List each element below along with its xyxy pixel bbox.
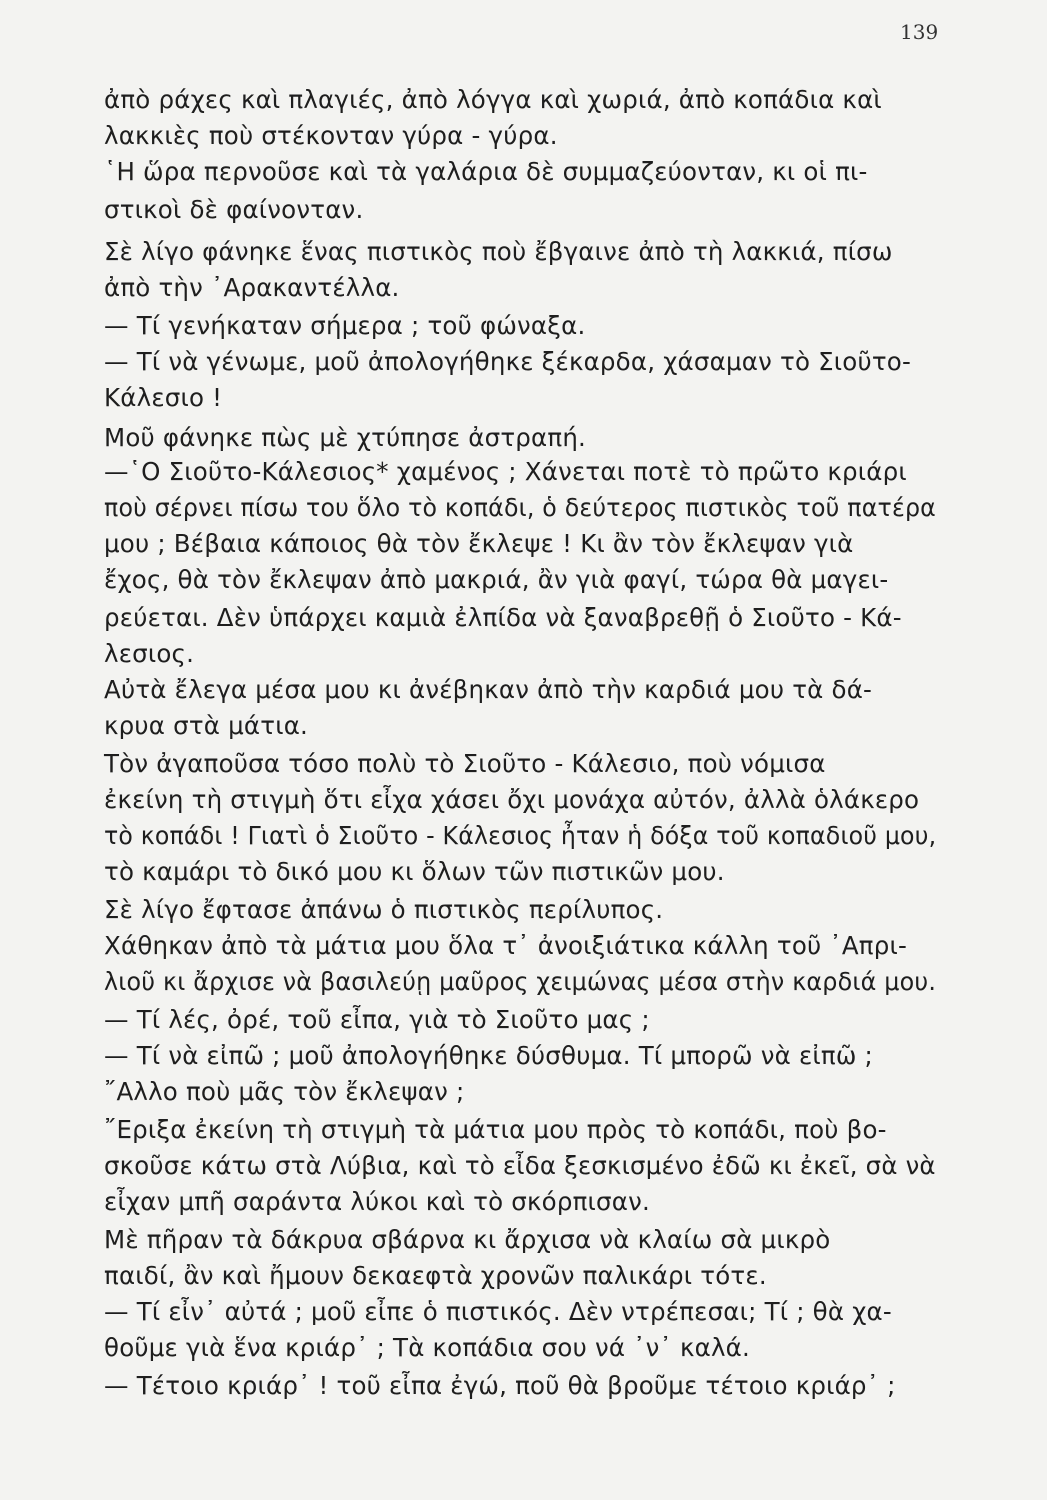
text-line: ἔχος, θὰ τὸν ἔκλεψαν ἀπὸ μακριά, ἂν γιὰ φαγί, τώρα θὰ μαγει- (104, 565, 889, 594)
text-line: — Τί νὰ εἰπῶ ; μοῦ ἀπολογήθηκε δύσθυμα. Τί μπορῶ νὰ εἰπῶ ; (104, 1041, 873, 1070)
text-line: λακκιὲς ποὺ στέκονταν γύρα - γύρα. (104, 121, 558, 150)
text-line: τὸ κοπάδι ! Γιατὶ ὁ Σιοῦτο - Κάλεσιος ἦταν ἡ δόξα τοῦ κοπαδιοῦ μου, (104, 821, 937, 850)
text-line: Χάθηκαν ἀπὸ τὰ μάτια μου ὅλα τ᾿ ἀνοιξιάτικα κάλλη τοῦ ᾿Απρι- (104, 931, 908, 960)
text-line: Μὲ πῆραν τὰ δάκρυα σβάρνα κι ἄρχισα νὰ κλαίω σὰ μικρὸ (104, 1225, 831, 1254)
text-line: θοῦμε γιὰ ἕνα κριάρ᾿ ; Τὰ κοπάδια σου νά ᾿ν᾿ καλά. (104, 1333, 750, 1362)
text-line: ποὺ σέρνει πίσω του ὅλο τὸ κοπάδι, ὁ δεύτερος πιστικὸς τοῦ πατέρα (104, 493, 936, 522)
text-line: Μοῦ φάνηκε πὼς μὲ χτύπησε ἀστραπή. (104, 423, 587, 452)
text-line: —῾Ο Σιοῦτο-Κάλεσιος* χαμένος ; Χάνεται ποτὲ τὸ πρῶτο κριάρι (104, 457, 907, 486)
text-line: στικοὶ δὲ φαίνονταν. (104, 195, 364, 224)
text-line: — Τί εἶν᾿ αὐτά ; μοῦ εἶπε ὁ πιστικός. Δὲν ντρέπεσαι; Τί ; θὰ χα- (104, 1297, 892, 1326)
text-line: ρεύεται. Δὲν ὑπάρχει καμιὰ ἐλπίδα νὰ ξαναβρεθῇ ὁ Σιοῦτο - Κά- (104, 603, 902, 632)
text-line: Κάλεσιο ! (104, 383, 223, 412)
text-line: σκοῦσε κάτω στὰ Λύβια, καὶ τὸ εἶδα ξεσκισμένο ἐδῶ κι ἐκεῖ, σὰ νὰ (104, 1151, 936, 1180)
text-line: λεσιος. (104, 639, 195, 668)
text-line: — Τί γενήκαταν σήμερα ; τοῦ φώναξα. (104, 311, 586, 340)
text-line: ῎Αλλο ποὺ μᾶς τὸν ἔκλεψαν ; (104, 1077, 465, 1106)
text-line: Τὸν ἀγαποῦσα τόσο πολὺ τὸ Σιοῦτο - Κάλεσιο, ποὺ νόμισα (104, 749, 826, 778)
text-line: Σὲ λίγο φάνηκε ἕνας πιστικὸς ποὺ ἔβγαινε ἀπὸ τὴ λακκιά, πίσω (104, 237, 893, 266)
page-number: 139 (900, 20, 939, 44)
text-line: ἀπὸ τὴν ᾿Αρακαντέλλα. (104, 273, 400, 302)
text-line: ῾Η ὥρα περνοῦσε καὶ τὰ γαλάρια δὲ συμμαζεύονταν, κι οἱ πι- (104, 157, 868, 186)
text-line: — Τί νὰ γένωμε, μοῦ ἀπολογήθηκε ξέκαρδα, χάσαμαν τὸ Σιοῦτο- (104, 347, 912, 376)
text-line: Αὐτὰ ἔλεγα μέσα μου κι ἀνέβηκαν ἀπὸ τὴν καρδιά μου τὰ δά- (104, 675, 873, 704)
text-line: — Τέτοιο κριάρ᾿ ! τοῦ εἶπα ἐγώ, ποῦ θὰ βροῦμε τέτοιο κριάρ᾿ ; (104, 1371, 896, 1400)
text-line: εἶχαν μπῆ σαράντα λύκοι καὶ τὸ σκόρπισαν. (104, 1187, 650, 1216)
text-line: ἀπὸ ράχες καὶ πλαγιές, ἀπὸ λόγγα καὶ χωριά, ἀπὸ κοπάδια καὶ (104, 85, 882, 114)
text-line: κρυα στὰ μάτια. (104, 711, 309, 740)
text-line: τὸ καμάρι τὸ δικό μου κι ὅλων τῶν πιστικῶν μου. (104, 857, 725, 886)
text-line: ἐκείνη τὴ στιγμὴ ὅτι εἶχα χάσει ὄχι μονάχα αὐτόν, ἀλλὰ ὁλάκερο (104, 785, 920, 814)
text-line: ῎Εριξα ἐκείνη τὴ στιγμὴ τὰ μάτια μου πρὸς τὸ κοπάδι, ποὺ βο- (104, 1115, 887, 1144)
text-line: — Τί λές, ὀρέ, τοῦ εἶπα, γιὰ τὸ Σιοῦτο μας ; (104, 1005, 650, 1034)
text-line: μου ; Βέβαια κάποιος θὰ τὸν ἔκλεψε ! Κι ἂν τὸν ἔκλεψαν γιὰ (104, 529, 854, 558)
text-line: Σὲ λίγο ἔφτασε ἀπάνω ὁ πιστικὸς περίλυπος. (104, 895, 664, 924)
text-line: λιοῦ κι ἄρχισε νὰ βασιλεύῃ μαῦρος χειμώνας μέσα στὴν καρδιά μου. (104, 967, 937, 996)
text-line: παιδί, ἂν καὶ ἤμουν δεκαεφτὰ χρονῶν παλικάρι τότε. (104, 1261, 767, 1290)
